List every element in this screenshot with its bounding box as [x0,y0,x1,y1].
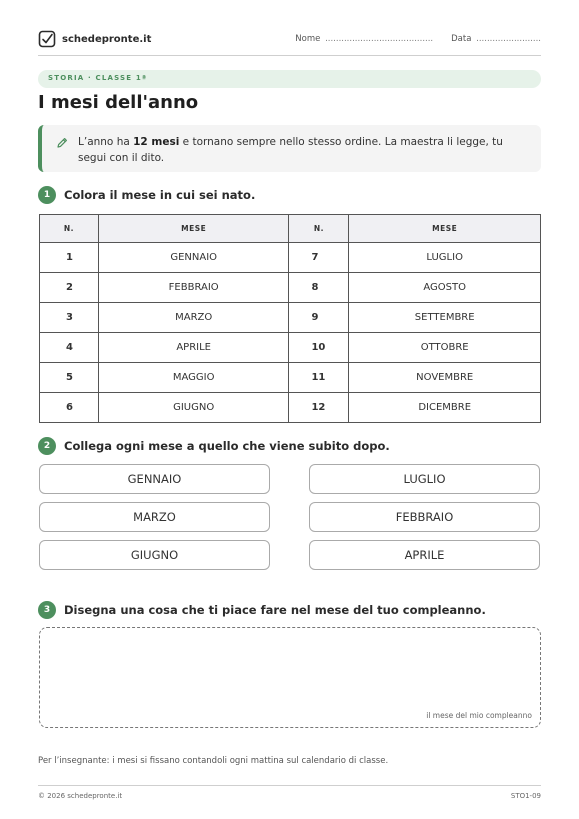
match-right-box[interactable]: LUGLIO [309,464,540,494]
exercise-instruction: Disegna una cosa che ti piace fare nel mese del tuo compleanno. [64,603,486,617]
page-header [38,30,541,56]
table-row [40,363,541,393]
month-cell[interactable]: MAGGIO [98,363,289,393]
drawing-caption: il mese del mio compleanno [426,711,532,720]
month-number: 4 [40,333,99,363]
column-header: MESE [349,215,541,243]
match-left-box[interactable]: GENNAIO [39,464,270,494]
month-number: 6 [40,393,99,423]
date-field [451,34,541,44]
date-dots: ........................ [476,34,541,44]
name-dots: ........................................ [325,34,434,44]
checkbox-logo-icon [38,30,56,48]
subject-bar [38,70,541,88]
month-number: 9 [289,303,349,333]
step-number: 1 [38,186,56,204]
intro-box [38,125,541,172]
page-footer [38,785,541,800]
exercise-instruction: Collega ogni mese a quello che viene subito dopo. [64,439,390,453]
month-cell[interactable]: SETTEMBRE [349,303,541,333]
pencil-icon [56,137,68,149]
month-cell[interactable]: FEBBRAIO [98,273,289,303]
exercise-2-heading [38,437,390,455]
month-number: 5 [40,363,99,393]
table-row [40,393,541,423]
table-row [40,333,541,363]
intro-text-end: e tornano sempre nello stesso ordine. La maestra li legge, tu segui con il dito. [78,136,503,164]
month-number: 7 [289,243,349,273]
teacher-note: Per l’insegnante: i mesi si fissano contandoli ogni mattina sul calendario di classe. [38,756,389,766]
month-number: 8 [289,273,349,303]
column-header: MESE [98,215,289,243]
month-cell[interactable]: DICEMBRE [349,393,541,423]
table-row [40,243,541,273]
month-number: 10 [289,333,349,363]
site-name: schedepronte.it [62,33,152,45]
footer-code: STO1-09 [510,792,541,800]
month-number: 12 [289,393,349,423]
exercise-3-heading [38,601,486,619]
name-date-fields [295,34,541,44]
match-left-box[interactable]: MARZO [39,502,270,532]
month-cell[interactable]: AGOSTO [349,273,541,303]
drawing-area[interactable] [39,627,541,728]
month-number: 1 [40,243,99,273]
month-cell[interactable]: APRILE [98,333,289,363]
month-number: 11 [289,363,349,393]
step-number: 3 [38,601,56,619]
footer-copyright: © 2026 schedepronte.it [38,792,123,800]
intro-text-start: L’anno ha [78,136,134,148]
month-cell[interactable]: NOVEMBRE [349,363,541,393]
subject-label: STORIA · CLASSE 1ª [48,74,148,82]
column-header: N. [289,215,349,243]
month-cell[interactable]: GENNAIO [98,243,289,273]
month-cell[interactable]: MARZO [98,303,289,333]
intro-bold: 12 mesi [133,136,180,148]
month-number: 3 [40,303,99,333]
match-right-box[interactable]: FEBBRAIO [309,502,540,532]
site-logo [38,30,151,48]
table-row [40,273,541,303]
table-row [40,303,541,333]
page-title: I mesi dell'anno [38,92,199,113]
date-label: Data [451,34,472,44]
column-header: N. [40,215,99,243]
match-right-box[interactable]: APRILE [309,540,540,570]
month-cell[interactable]: OTTOBRE [349,333,541,363]
intro-text [78,134,528,166]
name-field [295,34,433,44]
exercise-1-heading [38,186,255,204]
step-number: 2 [38,437,56,455]
months-table [39,214,541,423]
name-label: Nome [295,34,321,44]
exercise-instruction: Colora il mese in cui sei nato. [64,188,256,202]
month-number: 2 [40,273,99,303]
match-left-box[interactable]: GIUGNO [39,540,270,570]
month-cell[interactable]: LUGLIO [349,243,541,273]
table-header-row [40,215,541,243]
month-cell[interactable]: GIUGNO [98,393,289,423]
